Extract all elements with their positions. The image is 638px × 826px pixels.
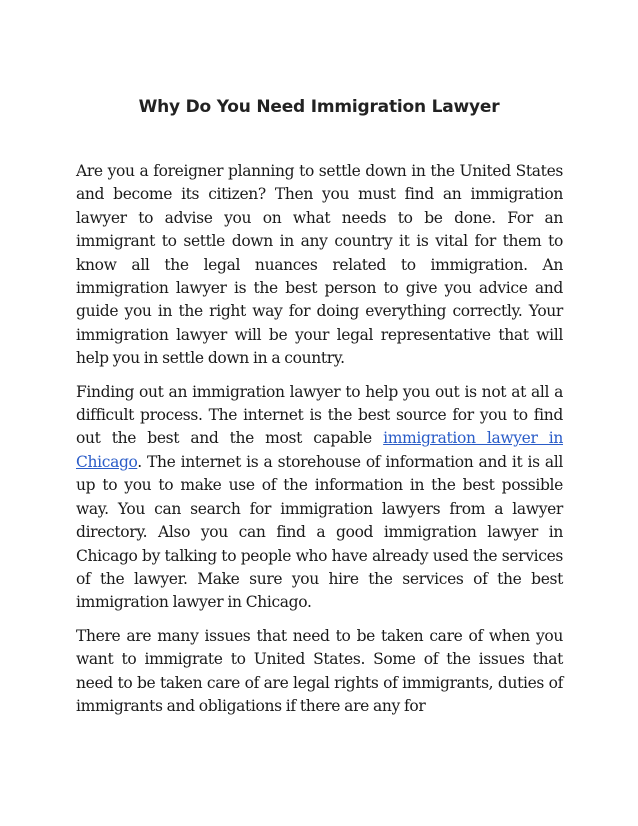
paragraph-3: There are many issues that need to be taken care of when you want to immigrate to United States. Some of the issues that need to be taken care of are legal rights of immigrants, duties of immigrants and obligations if there are any for (76, 626, 563, 715)
document-title: Why Do You Need Immigration Lawyer (138, 97, 500, 117)
immigration-lawyer-chicago-link[interactable]: immigration lawyer in Chicago (76, 429, 563, 471)
paragraph-2 (76, 381, 563, 615)
document-body (76, 160, 563, 728)
paragraph-1: Are you a foreigner planning to settle down in the United States and become its citizen? Then you must find an immigration lawyer to advise you on what needs to be done. For an immigrant to settle down in any country it is vital for them to know all the legal nuances related to immigration. An immigration lawyer is the best person to give you advice and guide you in the right way for doing everything correctly. Your immigration lawyer will be your legal representative that will help you in settle down in a country. (76, 162, 563, 368)
paragraph-2-text-after-link: . The internet is a storehouse of information and it is all up to you to make use of the information in the best possible way. You can search for immigration lawyers from a lawyer directory. Also you can find a good immigration lawyer in Chicago by talking to people who have already used the services of the lawyer. Make sure you hire the services of the best immigration lawyer in Chicago. (76, 452, 563, 612)
paragraph-2-text-before-link: Finding out an immigration lawyer to help you out is not at all a difficult process. The internet is the best source for you to find out the best and the most capable (76, 382, 563, 448)
